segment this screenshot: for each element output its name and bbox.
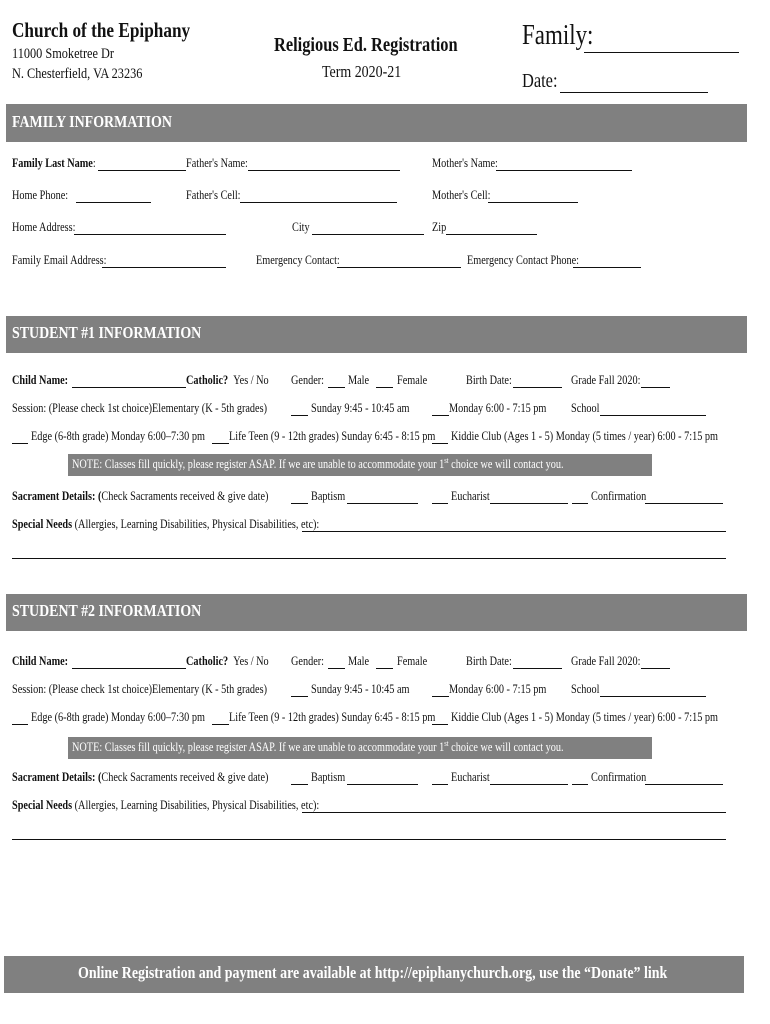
s2-eucharist-label: Eucharist [451,770,490,784]
s1-eucharist-label: Eucharist [451,489,490,503]
s2-lifeteen-checkbox[interactable] [212,724,229,725]
fathers-cell-field[interactable] [240,202,397,203]
s2-birth-date-label: Birth Date: [466,654,512,668]
s2-session-label: Session: (Please check 1st choice) [12,682,153,696]
s1-child-name-field[interactable] [72,387,186,388]
s1-lifeteen-checkbox[interactable] [212,443,229,444]
s1-lifeteen-label: Life Teen (9 - 12th grades) Sunday 6:45 - 8:15 pm [229,429,436,443]
student-2-section-title: STUDENT #2 INFORMATION [12,601,202,620]
s1-grade-field[interactable] [641,387,670,388]
footer-text: Online Registration and payment are available at http://epiphanychurch.org, use the “Donate” link [78,963,668,982]
s1-school-field[interactable] [600,415,706,416]
s1-confirmation-label: Confirmation [591,489,647,503]
s1-female-label: Female [397,373,428,387]
s2-kiddie-checkbox[interactable] [432,724,448,725]
s1-edge-checkbox[interactable] [12,443,28,444]
home-address-label: Home Address: [12,220,76,234]
s1-eucharist-checkbox[interactable] [432,503,448,504]
s1-sacrament-label: Sacrament Details: (Check Sacraments received & give date) [12,489,269,503]
s1-male-label: Male [348,373,370,387]
emergency-phone-label: Emergency Contact Phone: [467,253,579,267]
s2-school-field[interactable] [600,696,706,697]
s2-male-checkbox[interactable] [328,668,345,669]
home-address-field[interactable] [74,234,226,235]
s1-catholic-label: Catholic? Yes / No [186,373,269,387]
s2-monday-checkbox[interactable] [432,696,449,697]
s1-baptism-date-field[interactable] [347,503,418,504]
s1-birth-date-field[interactable] [513,387,562,388]
s1-gender-label: Gender: [291,373,325,387]
s1-baptism-checkbox[interactable] [291,503,308,504]
s2-special-needs-line2[interactable] [12,839,726,840]
family-section-title: FAMILY INFORMATION [12,112,172,131]
emergency-phone-field[interactable] [573,267,641,268]
s2-baptism-checkbox[interactable] [291,784,308,785]
family-field[interactable] [584,52,739,53]
family-last-name-field[interactable] [98,170,186,171]
s1-child-name-label: Child Name: [12,373,69,387]
s2-female-label: Female [397,654,428,668]
s1-baptism-label: Baptism [311,489,346,503]
s1-female-checkbox[interactable] [376,387,393,388]
church-address-line1: 11000 Smoketree Dr [12,46,115,62]
emergency-contact-field[interactable] [337,267,461,268]
s1-monday-checkbox[interactable] [432,415,449,416]
s1-special-needs-label: Special Needs (Allergies, Learning Disabilities, Physical Disabilities, etc): [12,517,320,531]
s2-sacrament-label: Sacrament Details: (Check Sacraments received & give date) [12,770,269,784]
s2-special-needs-label: Special Needs (Allergies, Learning Disabilities, Physical Disabilities, etc): [12,798,320,812]
student-1-section-title: STUDENT #1 INFORMATION [12,323,202,342]
s1-kiddie-label: Kiddie Club (Ages 1 - 5) Monday (5 times / year) 6:00 - 7:15 pm [451,429,719,443]
s2-sunday-checkbox[interactable] [291,696,308,697]
family-last-name-label: Family Last Name: [12,156,96,170]
s2-elementary-label: Elementary (K - 5th grades) [152,682,267,696]
s1-confirmation-checkbox[interactable] [572,503,588,504]
s2-grade-field[interactable] [641,668,670,669]
s1-kiddie-checkbox[interactable] [432,443,448,444]
s1-sunday-checkbox[interactable] [291,415,308,416]
s2-gender-label: Gender: [291,654,325,668]
s2-kiddie-label: Kiddie Club (Ages 1 - 5) Monday (5 times / year) 6:00 - 7:15 pm [451,710,719,724]
s1-eucharist-date-field[interactable] [490,503,568,504]
term-label: Term 2020-21 [322,62,402,81]
date-field[interactable] [560,92,708,93]
s2-child-name-label: Child Name: [12,654,69,668]
s1-special-needs-field[interactable] [302,531,726,532]
s2-monday-label: Monday 6:00 - 7:15 pm [449,682,547,696]
s2-lifeteen-label: Life Teen (9 - 12th grades) Sunday 6:45 - 8:15 pm [229,710,436,724]
date-label: Date: [522,70,558,92]
s2-registration-note: NOTE: Classes fill quickly, please register ASAP. If we are unable to accommodate your 1st choice we will contact you. [68,737,652,759]
s1-edge-label: Edge (6-8th grade) Monday 6:00–7:30 pm [31,429,205,443]
s1-monday-label: Monday 6:00 - 7:15 pm [449,401,547,415]
s2-edge-checkbox[interactable] [12,724,28,725]
s1-elementary-label: Elementary (K - 5th grades) [152,401,267,415]
family-email-label: Family Email Address: [12,253,107,267]
home-phone-field[interactable] [76,202,151,203]
s2-child-name-field[interactable] [72,668,186,669]
church-address-line2: N. Chesterfield, VA 23236 [12,66,143,82]
s2-baptism-date-field[interactable] [347,784,418,785]
zip-field[interactable] [446,234,537,235]
mothers-cell-label: Mother's Cell: [432,188,491,202]
zip-label: Zip [432,220,447,234]
emergency-contact-label: Emergency Contact: [256,253,340,267]
home-phone-label: Home Phone: [12,188,69,202]
mothers-cell-field[interactable] [488,202,578,203]
fathers-name-label: Father's Name: [186,156,248,170]
family-label: Family: [522,20,594,51]
s1-registration-note: NOTE: Classes fill quickly, please register ASAP. If we are unable to accommodate your 1st choice we will contact you. [68,454,652,476]
s1-session-label: Session: (Please check 1st choice) [12,401,153,415]
s1-confirmation-date-field[interactable] [645,503,723,504]
s1-grade-label: Grade Fall 2020: [571,373,641,387]
fathers-cell-label: Father's Cell: [186,188,241,202]
s2-confirmation-checkbox[interactable] [572,784,588,785]
s2-baptism-label: Baptism [311,770,346,784]
s2-sunday-label: Sunday 9:45 - 10:45 am [311,682,410,696]
fathers-name-field[interactable] [248,170,400,171]
mothers-name-field[interactable] [496,170,632,171]
s2-special-needs-field[interactable] [302,812,726,813]
s1-special-needs-line2[interactable] [12,558,726,559]
s1-birth-date-label: Birth Date: [466,373,512,387]
s2-confirmation-date-field[interactable] [645,784,723,785]
city-field[interactable] [312,234,424,235]
mothers-name-label: Mother's Name: [432,156,498,170]
s2-male-label: Male [348,654,370,668]
s1-sunday-label: Sunday 9:45 - 10:45 am [311,401,410,415]
church-name: Church of the Epiphany [12,18,191,42]
s2-school-label: School [571,682,600,696]
s2-eucharist-checkbox[interactable] [432,784,448,785]
s1-male-checkbox[interactable] [328,387,345,388]
s2-female-checkbox[interactable] [376,668,393,669]
s2-confirmation-label: Confirmation [591,770,647,784]
family-email-field[interactable] [102,267,226,268]
form-title: Religious Ed. Registration [274,34,458,56]
s2-edge-label: Edge (6-8th grade) Monday 6:00–7:30 pm [31,710,205,724]
s2-grade-label: Grade Fall 2020: [571,654,641,668]
s2-catholic-label: Catholic? Yes / No [186,654,269,668]
s2-eucharist-date-field[interactable] [490,784,568,785]
s1-school-label: School [571,401,600,415]
s2-birth-date-field[interactable] [513,668,562,669]
city-label: City [292,220,310,234]
